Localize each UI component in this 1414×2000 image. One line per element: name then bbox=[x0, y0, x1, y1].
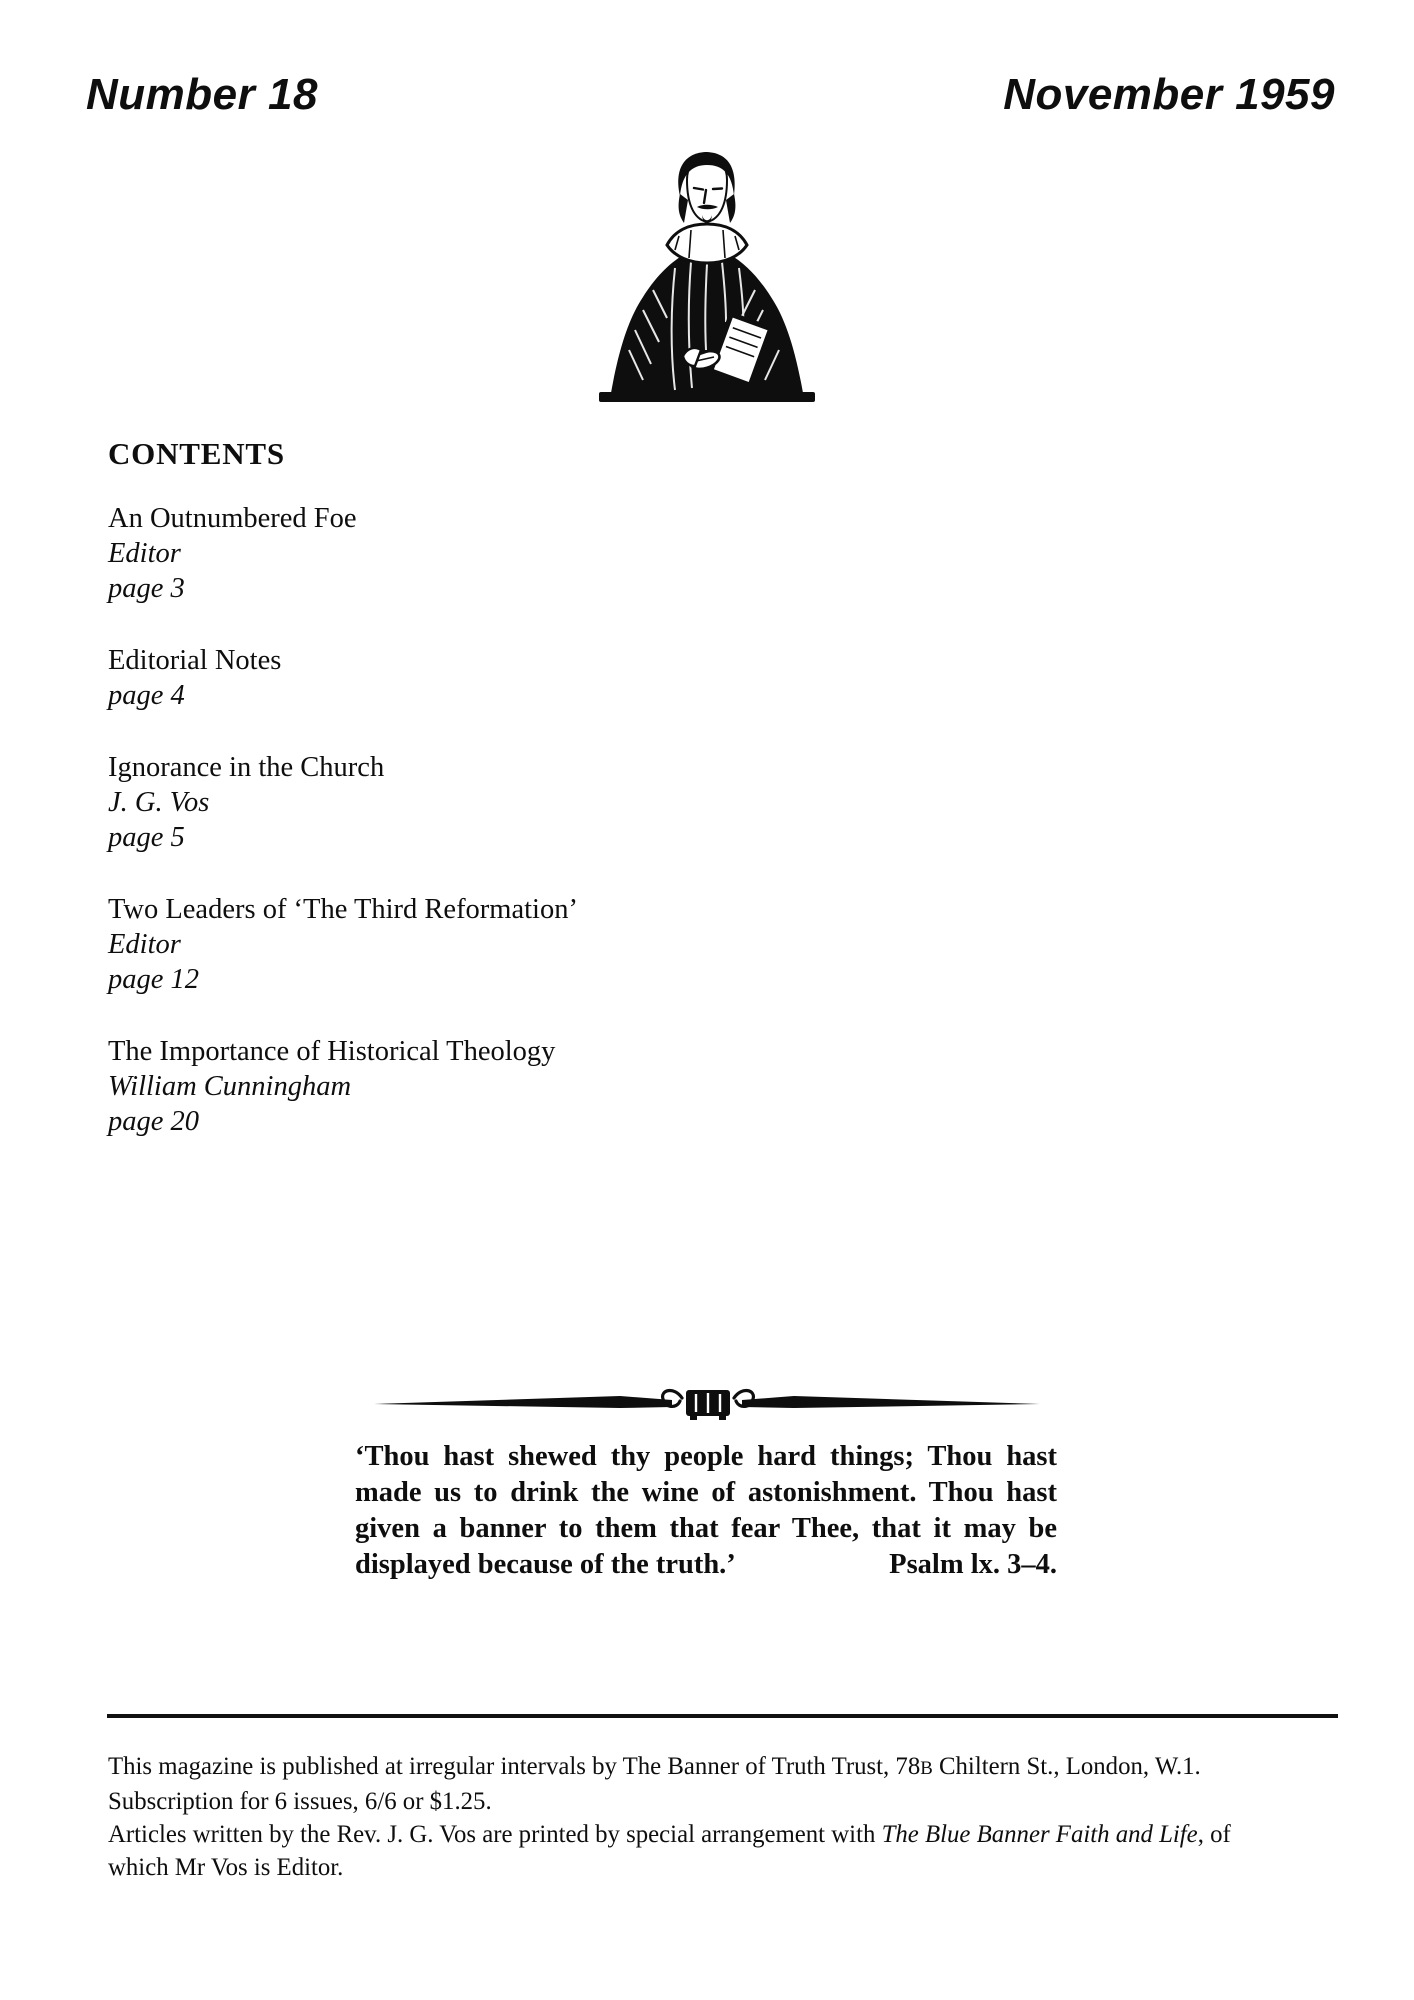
imprint-publisher-text-end: Chiltern St., London, W.1. bbox=[932, 1753, 1201, 1780]
toc-entry bbox=[108, 892, 578, 997]
toc-title: The Importance of Historical Theology bbox=[108, 1036, 556, 1067]
toc-title: Two Leaders of ‘The Third Reformation’ bbox=[108, 894, 578, 925]
quote-line: made us to drink the wine of astonishment. Thou hast bbox=[355, 1477, 1057, 1508]
quote-line: given a banner to them that fear Thee, that it may be bbox=[355, 1513, 1057, 1544]
toc-page: page 4 bbox=[108, 680, 185, 711]
toc-title: Editorial Notes bbox=[108, 645, 282, 676]
imprint-articles-text: Articles written by the Rev. J. G. Vos are printed by special arrangement with bbox=[108, 1821, 882, 1848]
toc-title: An Outnumbered Foe bbox=[108, 503, 357, 534]
contents-list bbox=[108, 501, 578, 1176]
imprint bbox=[108, 1750, 1368, 1884]
masthead bbox=[86, 70, 1335, 120]
quote-line: displayed because of the truth.’ bbox=[355, 1549, 736, 1580]
issue-number: Number 18 bbox=[86, 70, 318, 119]
toc-author: Editor bbox=[108, 538, 181, 569]
toc-page: page 3 bbox=[108, 573, 185, 604]
toc-author: J. G. Vos bbox=[108, 787, 210, 818]
toc-entry bbox=[108, 643, 578, 713]
scripture-quote bbox=[355, 1439, 1057, 1583]
toc-author: Editor bbox=[108, 929, 181, 960]
toc-page: page 20 bbox=[108, 1106, 200, 1137]
footer-divider-rule bbox=[107, 1714, 1338, 1718]
imprint-publisher-text: This magazine is published at irregular intervals by The Banner of Truth Trust, 78 bbox=[108, 1753, 921, 1780]
toc-entry bbox=[108, 501, 578, 606]
imprint-journal-title: The Blue Banner Faith and Life bbox=[881, 1821, 1198, 1848]
quote-attribution: Psalm lx. 3–4. bbox=[889, 1549, 1057, 1580]
issue-date: November 1959 bbox=[1003, 70, 1335, 119]
toc-page: page 5 bbox=[108, 822, 185, 853]
toc-entry bbox=[108, 750, 578, 855]
imprint-subscription-line: Subscription for 6 issues, 6/6 or $1.25. bbox=[108, 1788, 492, 1815]
quote-line: ‘Thou hast shewed thy people hard things; Thou hast bbox=[355, 1441, 1057, 1472]
toc-author: William Cunningham bbox=[108, 1071, 352, 1102]
imprint-publisher-line bbox=[108, 1750, 1368, 1785]
puritan-woodcut-portrait-icon bbox=[591, 150, 823, 405]
imprint-articles-line bbox=[108, 1818, 1368, 1851]
quote-last-line bbox=[355, 1547, 1057, 1583]
imprint-articles-line2: which Mr Vos is Editor. bbox=[108, 1854, 344, 1881]
contents-heading: CONTENTS bbox=[108, 436, 285, 471]
toc-title: Ignorance in the Church bbox=[108, 752, 385, 783]
toc-entry bbox=[108, 1034, 578, 1139]
toc-page: page 12 bbox=[108, 964, 200, 995]
imprint-articles-text-end: , of bbox=[1197, 1821, 1231, 1848]
imprint-smallcap-b: B bbox=[920, 1758, 933, 1779]
tapered-rule-ornament-icon bbox=[372, 1384, 1042, 1424]
